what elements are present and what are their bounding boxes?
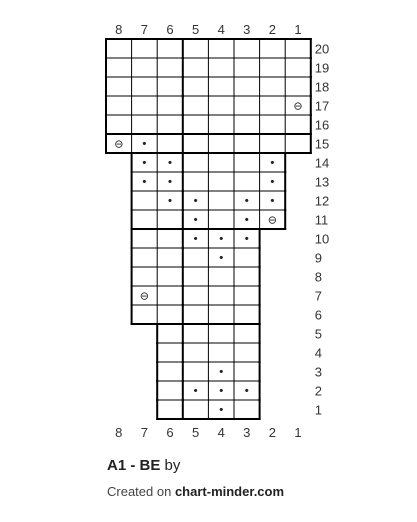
row-label: 15 bbox=[314, 136, 330, 152]
row-label: 13 bbox=[314, 174, 330, 190]
row-label: 2 bbox=[314, 383, 323, 399]
stitch-purl-dot: • bbox=[166, 194, 174, 208]
stitch-purl-dot: • bbox=[243, 384, 251, 398]
credit-line bbox=[107, 484, 284, 499]
stitch-purl-dot: • bbox=[192, 194, 199, 208]
row-label: 10 bbox=[314, 231, 330, 247]
column-label-top: 4 bbox=[217, 22, 225, 37]
stitch-purl-dot: • bbox=[166, 156, 174, 170]
column-label-top: 6 bbox=[166, 22, 174, 37]
column-label-top: 5 bbox=[191, 22, 200, 37]
stitch-purl-dot: • bbox=[243, 194, 251, 208]
credit-prefix: Created on bbox=[107, 484, 172, 499]
row-label: 16 bbox=[314, 117, 330, 133]
row-label: 6 bbox=[314, 307, 323, 323]
stitch-purl-dot: • bbox=[269, 194, 276, 208]
row-label: 9 bbox=[314, 250, 323, 266]
stitch-purl-dot: • bbox=[217, 251, 225, 265]
chart-title: A1 - BE bbox=[107, 457, 161, 474]
row-label: 5 bbox=[314, 326, 323, 342]
column-label-top: 1 bbox=[294, 22, 302, 37]
column-label-top: 2 bbox=[268, 22, 277, 37]
column-label-bottom: 3 bbox=[243, 425, 251, 440]
column-label-bottom: 7 bbox=[140, 425, 149, 440]
stitch-purl-dot: • bbox=[166, 175, 174, 189]
chart-title-suffix: by bbox=[164, 457, 181, 474]
row-label: 14 bbox=[314, 155, 330, 171]
stitch-purl-dot: • bbox=[141, 137, 148, 151]
stitch-purl-dot: • bbox=[141, 175, 148, 189]
stitch-purl-dot: • bbox=[269, 175, 276, 189]
column-label-bottom: 5 bbox=[191, 425, 200, 440]
stitch-purl-dot: • bbox=[192, 213, 199, 227]
row-label: 1 bbox=[314, 402, 323, 418]
stitch-decrease-symbol: ⊖ bbox=[139, 289, 150, 303]
column-label-top: 8 bbox=[115, 22, 123, 37]
column-label-bottom: 4 bbox=[217, 425, 225, 440]
stitch-decrease-symbol: ⊖ bbox=[267, 213, 278, 227]
column-label-bottom: 8 bbox=[115, 425, 123, 440]
stitch-purl-dot: • bbox=[269, 156, 276, 170]
stitch-decrease-symbol: ⊖ bbox=[114, 137, 124, 151]
row-label: 12 bbox=[314, 193, 330, 209]
row-label: 18 bbox=[314, 79, 330, 95]
row-label: 3 bbox=[314, 364, 323, 380]
row-label: 8 bbox=[314, 269, 323, 285]
column-label-bottom: 6 bbox=[166, 425, 174, 440]
row-label: 19 bbox=[314, 60, 330, 76]
chart-title-row bbox=[107, 457, 180, 474]
stitch-purl-dot: • bbox=[243, 232, 251, 246]
column-label-bottom: 2 bbox=[268, 425, 277, 440]
row-label: 11 bbox=[314, 212, 329, 228]
column-label-bottom: 1 bbox=[294, 425, 302, 440]
stitch-purl-dot: • bbox=[217, 384, 225, 398]
stitch-purl-dot: • bbox=[192, 384, 199, 398]
row-label: 17 bbox=[314, 98, 330, 114]
column-label-top: 3 bbox=[243, 22, 251, 37]
row-label: 4 bbox=[314, 345, 323, 361]
stitch-decrease-symbol: ⊖ bbox=[293, 99, 303, 113]
stitch-purl-dot: • bbox=[243, 213, 251, 227]
credit-site-link[interactable]: chart-minder.com bbox=[174, 484, 285, 499]
stitch-purl-dot: • bbox=[217, 365, 225, 379]
column-label-top: 7 bbox=[140, 22, 149, 37]
stitch-purl-dot: • bbox=[217, 403, 225, 417]
row-label: 7 bbox=[314, 288, 323, 304]
stitch-purl-dot: • bbox=[141, 156, 148, 170]
row-label: 20 bbox=[314, 41, 330, 57]
stitch-purl-dot: • bbox=[192, 232, 199, 246]
stitch-purl-dot: • bbox=[217, 232, 225, 246]
